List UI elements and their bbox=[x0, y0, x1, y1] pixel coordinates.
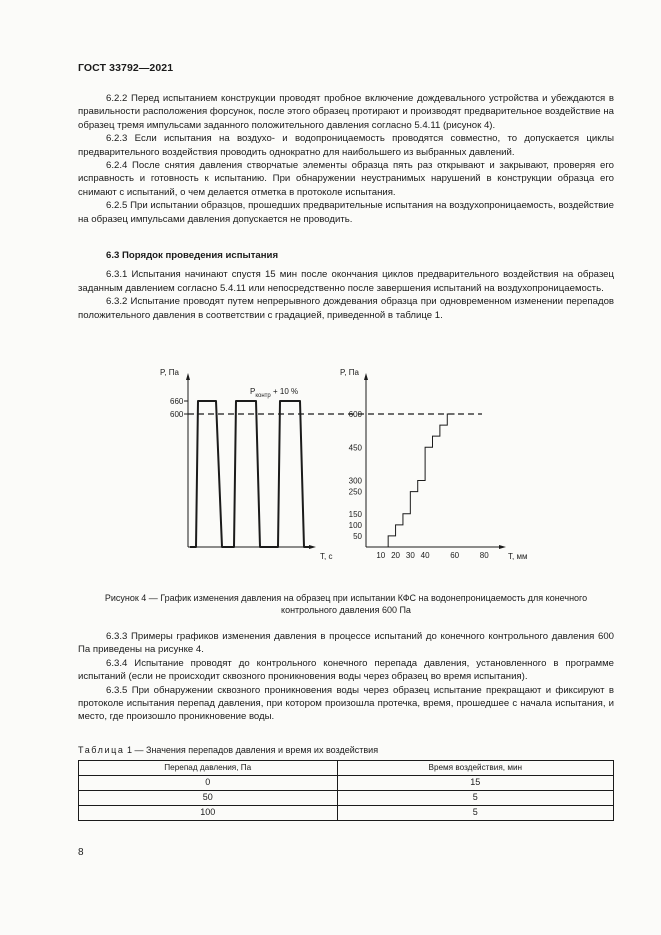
right-y-tick-label: 450 bbox=[348, 443, 362, 453]
paragraph-6-2-4: 6.2.4 После снятия давления створчатые элементы образца пять раз открывают и закрывают, проверяя его исправность и готовность к испытанию. При обнаружении неустранимых нарушений в конструкции образца его снимают с испытаний, о чем делается отметка в протоколе испытания. bbox=[78, 160, 614, 198]
left-x-axis-label: T, с bbox=[320, 552, 333, 561]
right-x-tick-label: 10 bbox=[376, 551, 386, 560]
right-step-line bbox=[388, 414, 454, 547]
table-cell-pressure: 0 bbox=[79, 776, 338, 791]
right-x-axis-arrow bbox=[499, 545, 506, 549]
table-1 bbox=[78, 760, 614, 821]
document-code: ГОСТ 33792—2021 bbox=[78, 62, 174, 74]
paragraph-6-3-3: 6.3.3 Примеры графиков изменения давления в процессе испытаний до конечного контрольного давления 600 Па приведены на рисунке 4. bbox=[78, 631, 614, 656]
paragraph-6-2-2: 6.2.2 Перед испытанием конструкции проводят пробное включение дождевального устройства и убеждаются в правильности расположения форсунок, после этого образец протирают и производят предварительное воздействие на образец тремя импульсами заданного положительного давления согласно 5.4.11 (рисунок 4). bbox=[78, 93, 614, 131]
table-row bbox=[79, 806, 614, 821]
paragraph-6-3-2: 6.3.2 Испытание проводят путем непрерывного дождевания образца при одновременном изменении перепадов положительного давления в соответствии с градацией, приведенной в таблице 1. bbox=[78, 296, 614, 321]
left-y-axis-arrow bbox=[186, 373, 190, 380]
pcontr-rest: + 10 % bbox=[270, 387, 299, 396]
left-chart bbox=[160, 368, 332, 561]
section-6-3-continued bbox=[78, 630, 614, 724]
table-row bbox=[79, 776, 614, 791]
left-y-axis-label: P, Па bbox=[160, 368, 179, 377]
table-cell-pressure: 50 bbox=[79, 791, 338, 806]
right-y-axis-label: P, Па bbox=[340, 368, 359, 377]
pcontr-annotation bbox=[250, 387, 298, 399]
figure-4-charts bbox=[150, 360, 540, 572]
pcontr-sub: контр bbox=[255, 393, 271, 399]
right-x-tick-label: 30 bbox=[405, 551, 415, 560]
table-cell-pressure: 100 bbox=[79, 806, 338, 821]
right-x-tick-label: 60 bbox=[450, 551, 460, 560]
table-cell-time: 5 bbox=[337, 791, 613, 806]
page-number: 8 bbox=[78, 847, 84, 858]
table-cell-time: 15 bbox=[337, 776, 613, 791]
right-y-tick-label: 150 bbox=[348, 509, 362, 519]
right-y-tick-label: 300 bbox=[348, 476, 362, 486]
table-1-caption-lead: Таблица bbox=[78, 745, 125, 755]
right-y-tick-label: 250 bbox=[348, 487, 362, 497]
section-6-3-text bbox=[78, 249, 614, 322]
left-x-axis-arrow bbox=[309, 545, 316, 549]
section-heading-6-3: 6.3 Порядок проведения испытания bbox=[106, 250, 279, 261]
right-x-axis-label: T, мм bbox=[508, 552, 528, 561]
right-x-tick-label: 20 bbox=[391, 551, 401, 560]
paragraph-6-2-5: 6.2.5 При испытании образцов, прошедших предварительные испытания на воздухопроницаемость, воздействие на образец импульсами давления допускается не проводить. bbox=[78, 200, 614, 225]
left-y-tick-600: 600 bbox=[170, 410, 184, 419]
paragraph-6-3-1: 6.3.1 Испытания начинают спустя 15 мин после окончания циклов предварительного воздействия на образец заданным давлением согласно 5.4.11 или непосредственно после завершения испытаний на воздухопроницаемость. bbox=[78, 269, 614, 294]
section-6-2-text bbox=[78, 92, 614, 226]
right-y-tick-label: 50 bbox=[353, 531, 362, 541]
right-y-tick-label: 100 bbox=[348, 520, 362, 530]
table-cell-time: 5 bbox=[337, 806, 613, 821]
pcontr-p: P bbox=[250, 387, 256, 396]
right-x-tick-label: 80 bbox=[479, 551, 489, 560]
paragraph-6-2-3: 6.2.3 Если испытания на воздухо- и водопроницаемость проводятся совместно, то допускается циклы предварительного воздействия проводить однократно для наибольшего из выбранных давлений. bbox=[78, 133, 614, 158]
right-x-ticks bbox=[376, 551, 489, 560]
left-pressure-pulses-line bbox=[190, 401, 310, 547]
left-y-tick-660: 660 bbox=[170, 397, 184, 406]
right-x-tick-label: 40 bbox=[420, 551, 430, 560]
figure-4-caption: Рисунок 4 — График изменения давления на образец при испытании КФС на водонепроницаемость для конечного контрольного давления 600 Па bbox=[104, 593, 588, 616]
right-chart bbox=[340, 368, 527, 561]
right-y-axis-arrow bbox=[364, 373, 368, 380]
figure-4-svg bbox=[150, 360, 540, 572]
right-y-ticks bbox=[349, 410, 363, 541]
paragraph-6-3-4: 6.3.4 Испытание проводят до контрольного конечного перепада давления, установленного в программе испытаний (если не происходит сквозного проникновения воды через образец во время испытания). bbox=[78, 657, 614, 683]
table-1-caption bbox=[78, 744, 378, 757]
table-row bbox=[79, 791, 614, 806]
right-y-tick-label: 600 bbox=[348, 410, 362, 419]
table-1-caption-rest: 1 — Значения перепадов давления и время их воздействия bbox=[124, 745, 379, 755]
table-header-time: Время воздействия, мин bbox=[337, 761, 613, 776]
table-header-row bbox=[79, 761, 614, 776]
paragraph-6-3-5: 6.3.5 При обнаружении сквозного проникновения воды через образец испытание прекращают и фиксируют в протоколе испытания перепад давления, при котором произошла протечка, время, прошедшее с начала испытания, и место, где произошло проникновение воды. bbox=[78, 684, 614, 723]
table-header-pressure: Перепад давления, Па bbox=[79, 761, 338, 776]
